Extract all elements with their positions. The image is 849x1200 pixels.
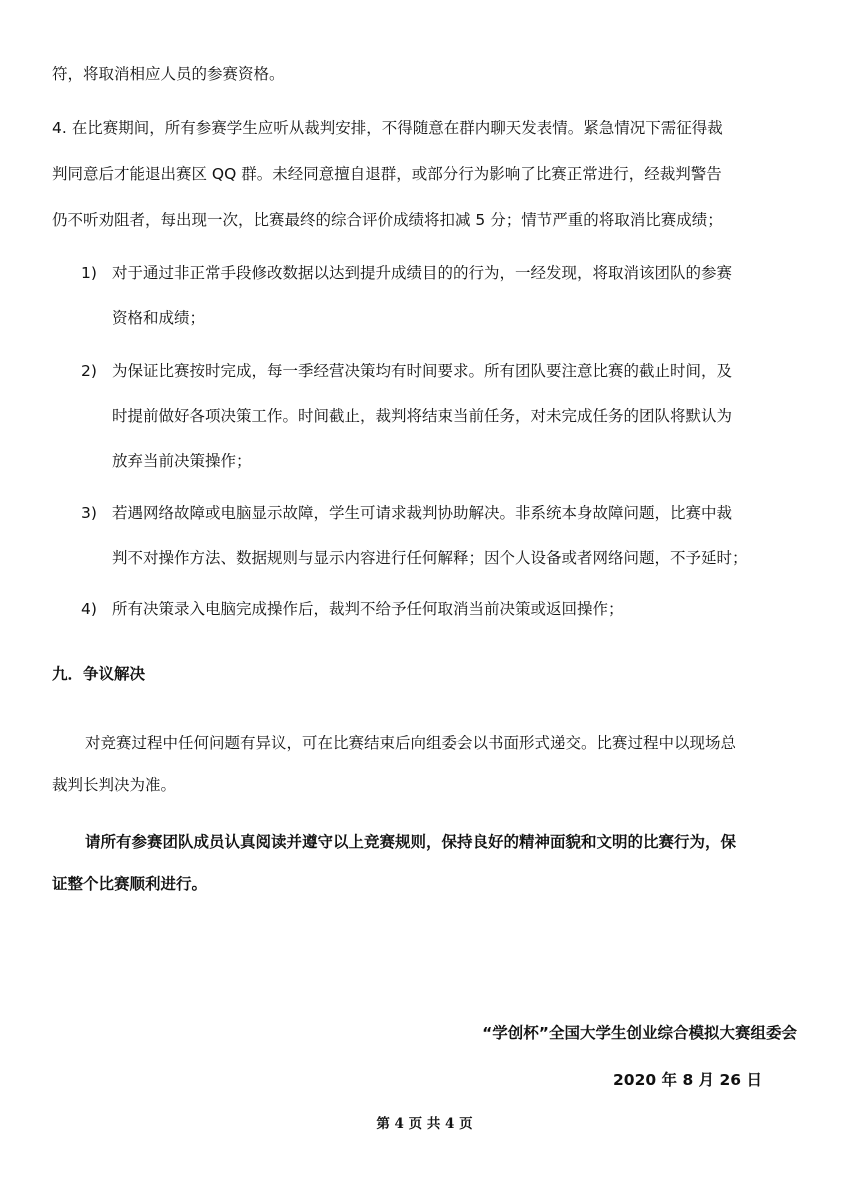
sub-item-number: 4) — [81, 600, 97, 618]
sub-item-number: 1) — [81, 264, 97, 282]
intro-tail-text: 符，将取消相应人员的参赛资格。 — [52, 65, 285, 83]
sub-item-line: 所有决策录入电脑完成操作后，裁判不给予任何取消当前决策或返回操作； — [112, 600, 624, 618]
rule-4-line-1: 4. 在比赛期间，所有参赛学生应听从裁判安排，不得随意在群内聊天发表情。紧急情况下需征得裁 — [52, 119, 723, 137]
sub-item-line: 若遇网络故障或电脑显示故障，学生可请求裁判协助解决。非系统本身故障问题，比赛中裁 — [112, 504, 733, 522]
sub-item-number: 3) — [81, 504, 97, 522]
sub-item-line: 资格和成绩； — [112, 309, 206, 327]
section-9-heading: 九．争议解决 — [52, 665, 146, 683]
signature-date: 2020 年 8 月 26 日 — [613, 1071, 762, 1089]
page-number-footer: 第 4 页 共 4 页 — [376, 1116, 473, 1132]
closing-line-1: 请所有参赛团队成员认真阅读并遵守以上竞赛规则，保持良好的精神面貌和文明的比赛行为，保 — [85, 833, 737, 851]
section-9-line-1: 对竞赛过程中任何问题有异议，可在比赛结束后向组委会以书面形式递交。比赛过程中以现场总 — [85, 734, 737, 752]
section-9-line-2: 裁判长判决为准。 — [52, 776, 177, 794]
sub-item-line: 判不对操作方法、数据规则与显示内容进行任何解释；因个人设备或者网络问题，不予延时； — [112, 549, 748, 567]
sub-item-line: 时提前做好各项决策工作。时间截止，裁判将结束当前任务，对未完成任务的团队将默认为 — [112, 407, 733, 425]
signature-organization: “学创杯”全国大学生创业综合模拟大赛组委会 — [482, 1024, 797, 1042]
sub-item-line: 对于通过非正常手段修改数据以达到提升成绩目的的行为，一经发现，将取消该团队的参赛 — [112, 264, 733, 282]
closing-line-2: 证整个比赛顺利进行。 — [52, 875, 208, 893]
sub-item-number: 2) — [81, 362, 97, 380]
rule-4-line-2: 判同意后才能退出赛区 QQ 群。未经同意擅自退群，或部分行为影响了比赛正常进行，经裁判警告 — [52, 165, 722, 183]
sub-item-line: 放弃当前决策操作； — [112, 452, 252, 470]
rule-4-line-3: 仍不听劝阻者，每出现一次，比赛最终的综合评价成绩将扣减 5 分；情节严重的将取消比赛成绩； — [52, 211, 723, 229]
sub-item-line: 为保证比赛按时完成，每一季经营决策均有时间要求。所有团队要注意比赛的截止时间，及 — [112, 362, 733, 380]
